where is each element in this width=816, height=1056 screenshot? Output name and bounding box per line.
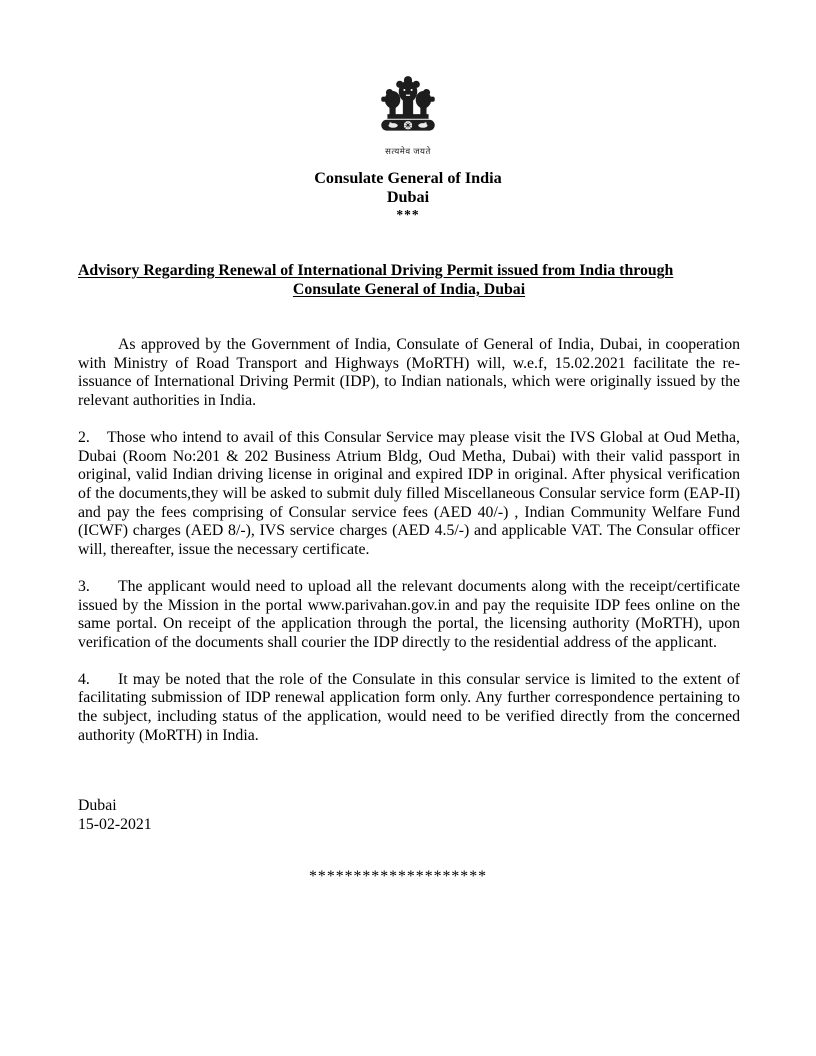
emblem-motto: सत्यमेव जयते [385, 146, 431, 156]
advisory-title-line1: Advisory Regarding Renewal of International Driving Permit issued from India through [78, 262, 674, 279]
body-text [78, 336, 740, 745]
letterhead-separator: *** [396, 207, 420, 222]
paragraph-4-number: 4. [78, 670, 90, 688]
signoff-date: 15-02-2021 [78, 816, 152, 834]
paragraph-3 [78, 578, 740, 652]
advisory-title [78, 262, 740, 299]
paragraph-2-number: 2. [78, 429, 90, 447]
paragraph-1-text: As approved by the Government of India, Consulate of General of India, Dubai, in cooperation with Ministry of Road Transport and Highways (MoRTH) will, w.e.f, 15.02.2021 facilitate the re-issuance of International Driving Permit (IDP), to Indian nationals, which were originally issued by the relevant authorities in India. [78, 336, 740, 409]
footer-separator: ******************** [309, 867, 487, 885]
paragraph-4-text: It may be noted that the role of the Consulate in this consular service is limited to the extent of facilitating submission of IDP renewal application form only. Any further correspondence pertaining to the subject, including status of the application, would need to be verified directly from the concerned authority (MoRTH) in India. [78, 670, 740, 744]
paragraph-3-number: 3. [78, 577, 90, 595]
organization-city: Dubai [386, 188, 430, 206]
paragraph-4 [78, 671, 740, 745]
letterhead-emblem [363, 73, 453, 156]
letterhead [0, 169, 816, 223]
signoff-place: Dubai [78, 797, 117, 815]
india-state-emblem-icon [377, 73, 439, 145]
organization-name: Consulate General of India [314, 169, 502, 187]
paragraph-1 [78, 336, 740, 410]
paragraph-3-text: The applicant would need to upload all the relevant documents along with the receipt/certificate issued by the Mission in the portal www.parivahan.gov.in and pay the requisite IDP fees online on the same portal. On receipt of the application through the portal, the licensing authority (MoRTH), upon verification of the documents shall courier the IDP directly to the residential address of the applicant. [78, 577, 740, 651]
advisory-title-line2: Consulate General of India, Dubai [292, 280, 526, 298]
signoff [78, 796, 740, 834]
paragraph-2-text: Those who intend to avail of this Consular Service may please visit the IVS Global at Oud Metha, Dubai (Room No:201 & 202 Business Atrium Bldg, Oud Metha, Dubai) with their valid passport in original, valid Indian driving license in original and expired IDP in original. After physical verification of the documents,they will be asked to submit duly filled Miscellaneous Consular service form (EAP-II) and pay the fees comprising of Consular service fees (AED 40/-) , Indian Community Welfare Fund (ICWF) charges (AED 8/-), IVS service charges (AED 4.5/-) and applicable VAT. The Consular officer will, thereafter, issue the necessary certificate. [78, 429, 740, 558]
paragraph-2 [78, 429, 740, 559]
